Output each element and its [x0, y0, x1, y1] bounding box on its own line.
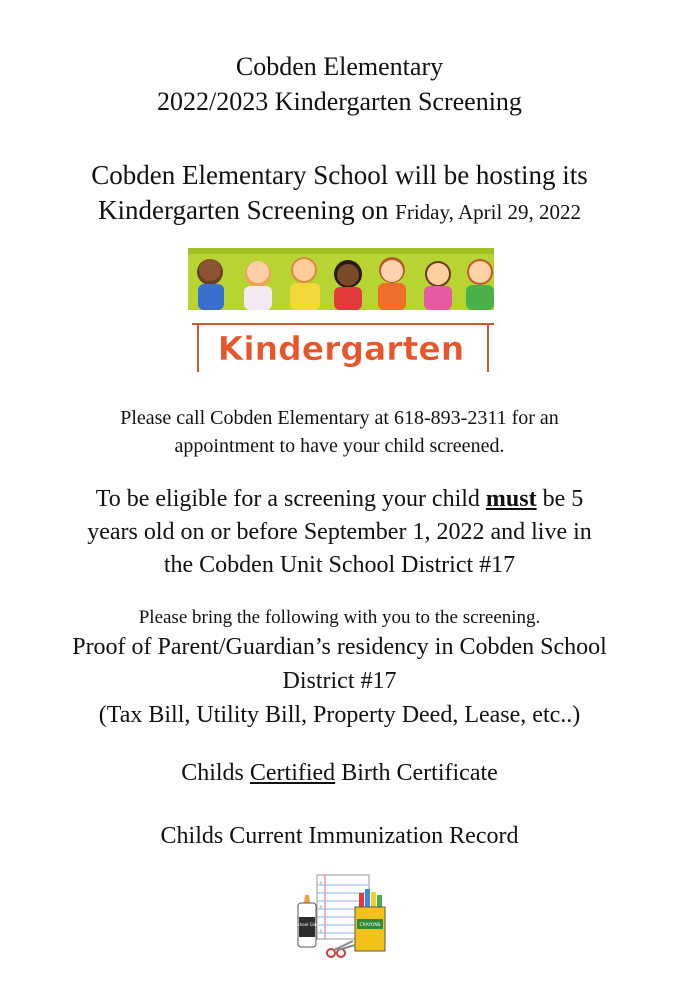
call-line-1: Please call Cobden Elementary at 618-893-2311 for an: [120, 407, 559, 429]
immunization-item: Childs Current Immunization Record: [160, 823, 519, 849]
eligibility-line-1: [0, 484, 679, 514]
proof-line-2: District #17: [282, 668, 397, 694]
intro-line-2-text: Kindergarten Screening on: [97, 195, 396, 225]
call-line-2: appointment to have your child screened.: [174, 435, 505, 457]
bring-intro: Please bring the following with you to the screening.: [138, 607, 541, 628]
school-supplies-icon: [293, 873, 391, 961]
intro-line-2: [0, 193, 679, 229]
glue-label: School Glue: [295, 922, 319, 927]
screening-title: 2022/2023 Kindergarten Screening: [157, 87, 522, 116]
proof-line-3: (Tax Bill, Utility Bill, Property Deed, Lease, etc..): [98, 702, 581, 728]
eligibility-text-b: be 5: [536, 486, 584, 512]
banner-label: Kindergarten: [217, 329, 465, 368]
eligibility-line-3: the Cobden Unit School District #17: [163, 552, 516, 578]
birth-certified: Certified: [249, 760, 336, 786]
birth-text-a: Childs: [181, 760, 250, 786]
screening-date: Friday, April 29, 2022: [395, 200, 582, 224]
crayons-label: CRAYONS: [359, 923, 381, 928]
birth-certificate-item: [0, 758, 679, 788]
school-name: Cobden Elementary: [235, 52, 444, 81]
intro-line-1: Cobden Elementary School will be hosting its: [91, 160, 588, 190]
eligibility-text-a: To be eligible for a screening your child: [95, 486, 486, 512]
kindergarten-banner: [188, 248, 494, 372]
eligibility-line-2: years old on or before September 1, 2022 and live in: [87, 519, 592, 545]
birth-text-b: Birth Certificate: [335, 760, 498, 786]
kindergarten-banner-art: [188, 248, 494, 372]
school-supplies-illustration: [293, 873, 391, 961]
eligibility-must: must: [485, 486, 537, 512]
proof-line-1: Proof of Parent/Guardian’s residency in Cobden School: [72, 634, 607, 660]
